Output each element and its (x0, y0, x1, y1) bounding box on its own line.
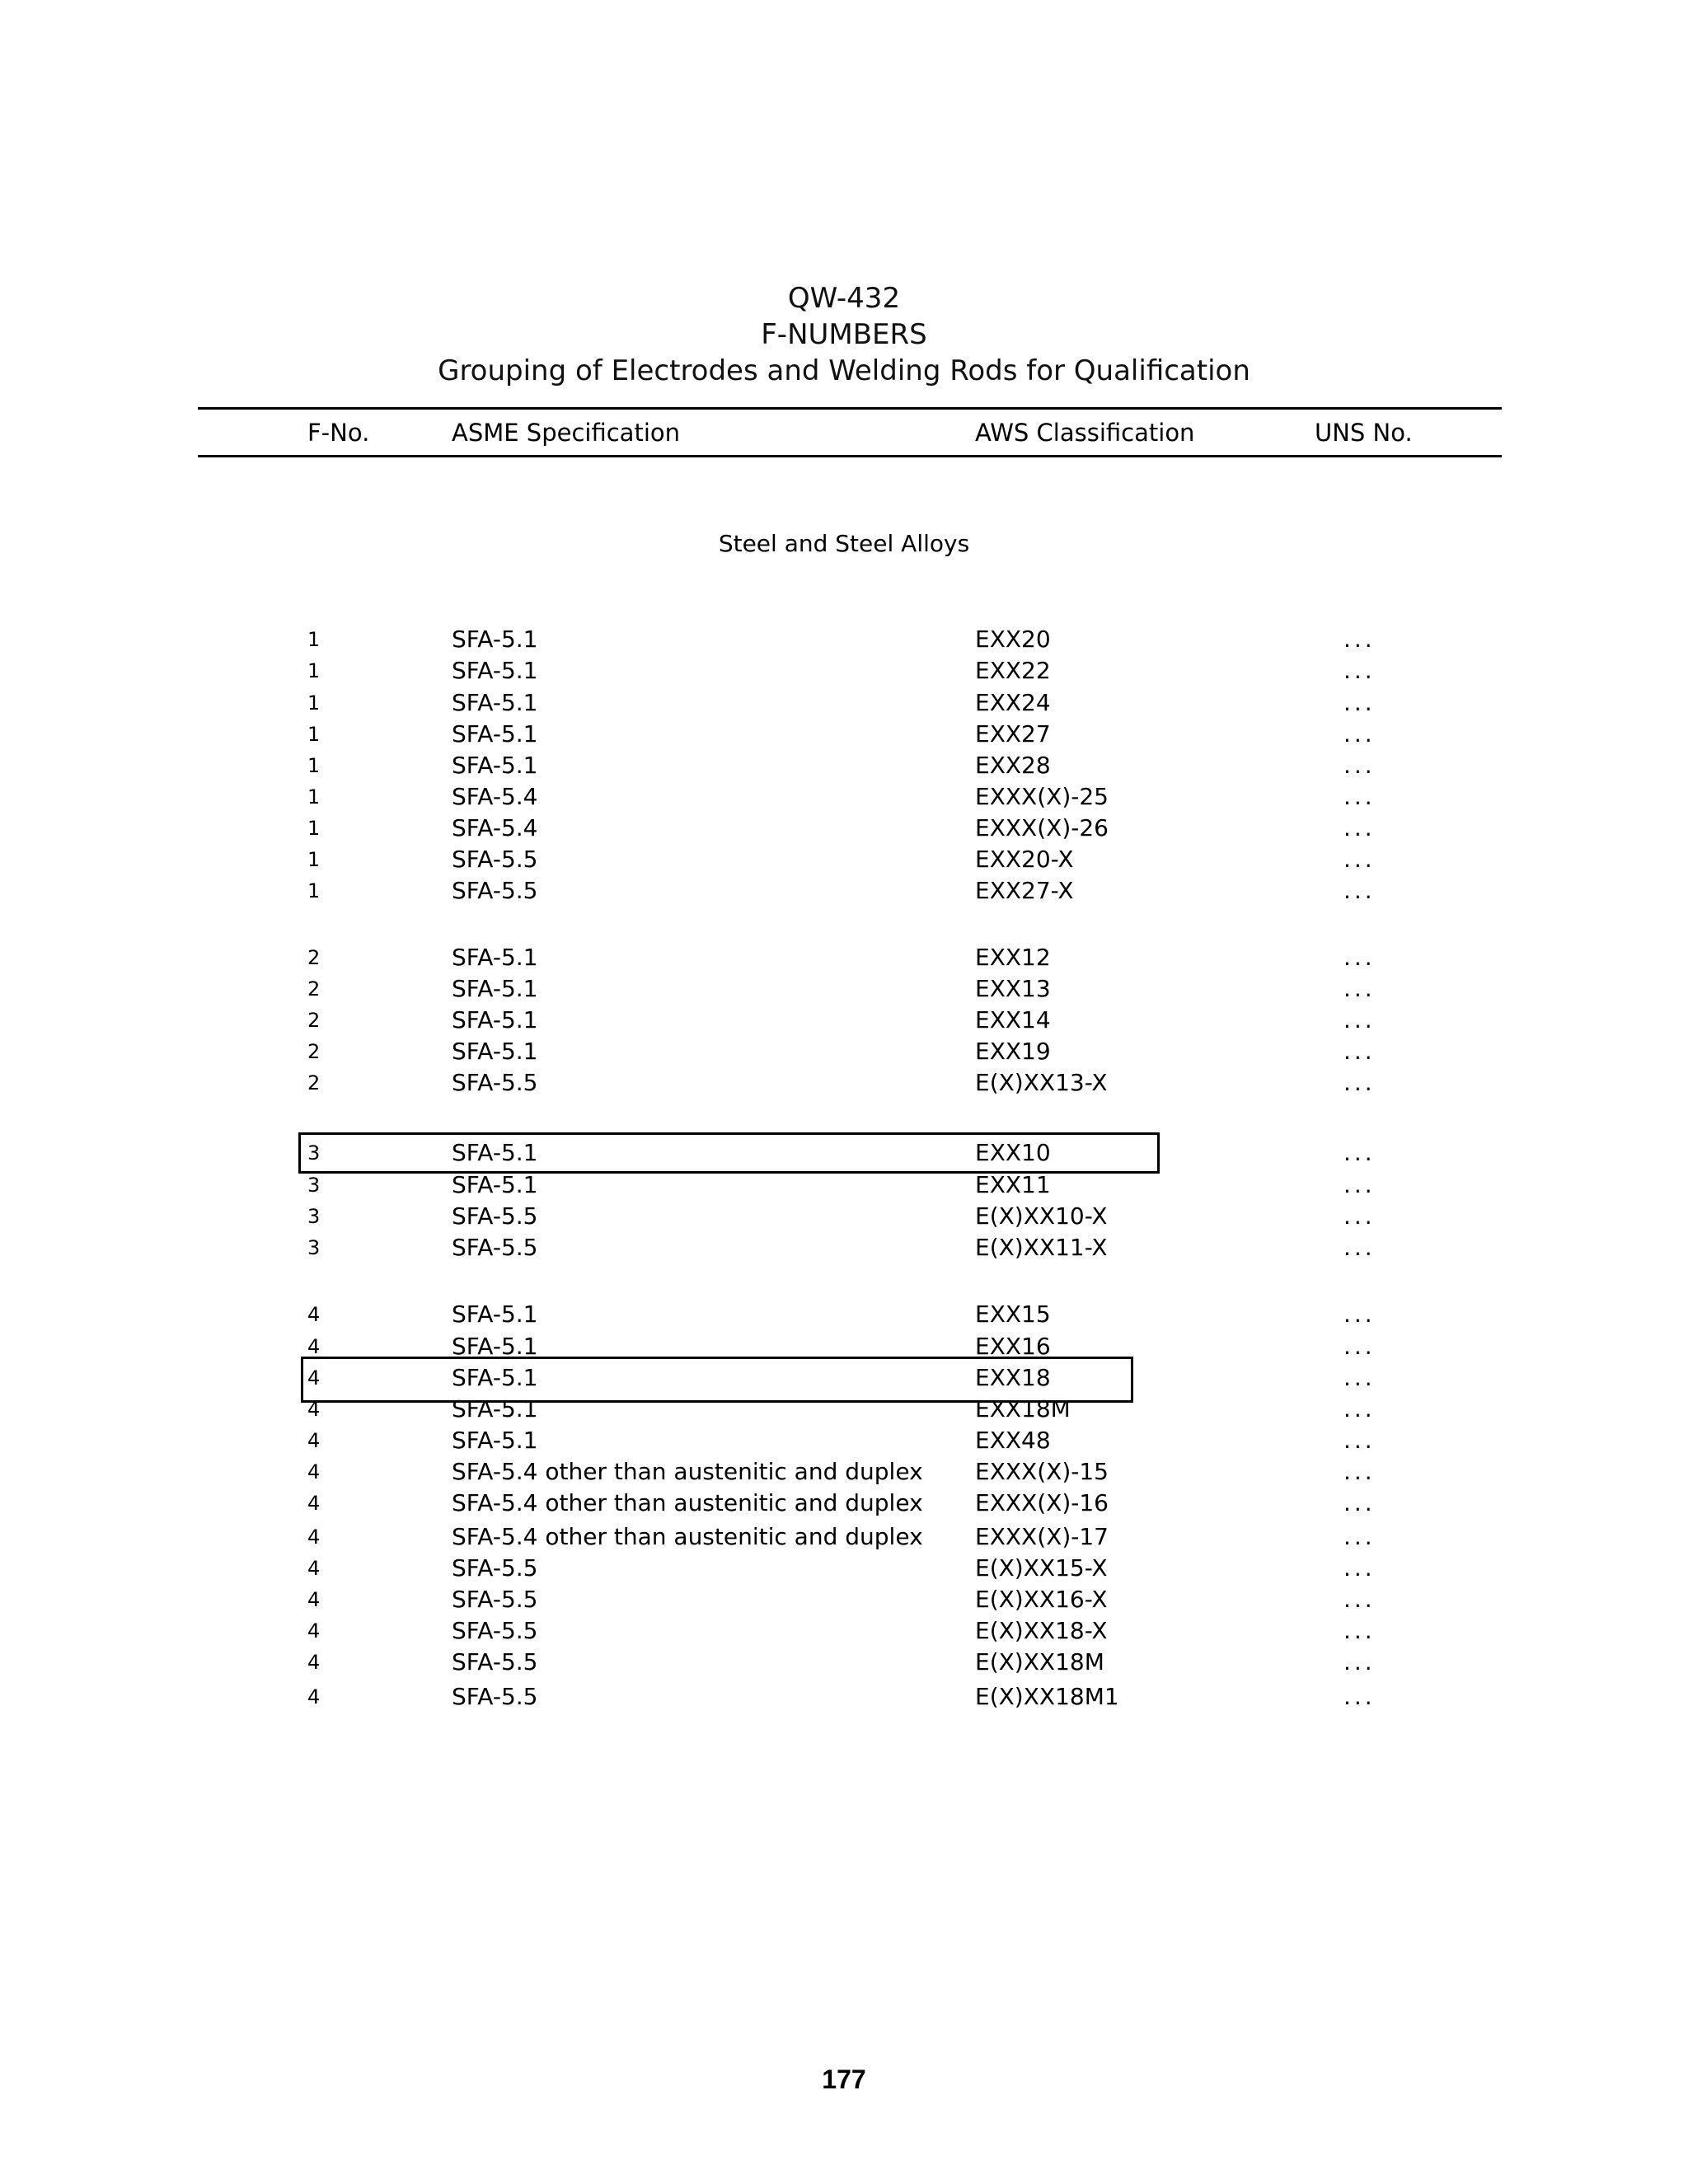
cell-fno: 1 (307, 754, 321, 777)
cell-uns: ... (1343, 846, 1376, 873)
cell-uns: ... (1343, 1038, 1376, 1065)
cell-aws: E(X)XX18M1 (975, 1683, 1119, 1710)
cell-uns: ... (1343, 657, 1376, 684)
cell-uns: ... (1343, 689, 1376, 716)
column-header-uns: UNS No. (1315, 419, 1413, 447)
table-row (0, 1425, 1688, 1456)
cell-uns: ... (1343, 1069, 1376, 1096)
cell-fno: 4 (307, 1685, 321, 1708)
cell-asme: SFA-5.5 (452, 846, 538, 873)
table-row (0, 1169, 1688, 1201)
cell-aws: EXX12 (975, 944, 1051, 971)
cell-aws: EXX14 (975, 1006, 1051, 1033)
cell-aws: EXX28 (975, 752, 1051, 779)
cell-asme: SFA-5.4 other than austenitic and duplex (452, 1458, 923, 1485)
cell-uns: ... (1343, 1364, 1376, 1391)
table-title-block (0, 280, 1688, 389)
table-row (0, 687, 1688, 719)
cell-fno: 4 (307, 1651, 321, 1674)
cell-asme: SFA-5.5 (452, 1648, 538, 1675)
cell-uns: ... (1343, 975, 1376, 1002)
cell-fno: 2 (307, 1071, 321, 1094)
cell-aws: EXX11 (975, 1171, 1051, 1198)
cell-uns: ... (1343, 814, 1376, 841)
cell-uns: ... (1343, 783, 1376, 810)
cell-aws: E(X)XX15-X (975, 1554, 1108, 1582)
cell-asme: SFA-5.1 (452, 1427, 538, 1454)
cell-fno: 4 (307, 1492, 321, 1515)
table-row (0, 973, 1688, 1005)
cell-asme: SFA-5.1 (452, 1301, 538, 1328)
table-subtitle: Grouping of Electrodes and Welding Rods for Qualification (438, 354, 1250, 387)
cell-asme: SFA-5.1 (452, 626, 538, 653)
cell-fno: 1 (307, 723, 321, 746)
cell-asme: SFA-5.5 (452, 1586, 538, 1613)
cell-uns: ... (1343, 944, 1376, 971)
cell-asme: SFA-5.1 (452, 689, 538, 716)
cell-asme: SFA-5.1 (452, 1038, 538, 1065)
cell-uns: ... (1343, 1554, 1376, 1582)
table-row (0, 1299, 1688, 1330)
cell-uns: ... (1343, 1139, 1376, 1166)
cell-uns: ... (1343, 1006, 1376, 1033)
cell-uns: ... (1343, 1301, 1376, 1328)
column-header-fno: F-No. (307, 419, 370, 447)
cell-fno: 4 (307, 1303, 321, 1326)
cell-fno: 4 (307, 1429, 321, 1452)
table-row (0, 1137, 1688, 1169)
table-row (0, 655, 1688, 687)
cell-uns: ... (1343, 752, 1376, 779)
cell-asme: SFA-5.1 (452, 944, 538, 971)
cell-asme: SFA-5.5 (452, 1617, 538, 1644)
cell-asme: SFA-5.1 (452, 1006, 538, 1033)
cell-asme: SFA-5.1 (452, 752, 538, 779)
cell-fno: 1 (307, 817, 321, 840)
cell-aws: EXX48 (975, 1427, 1051, 1454)
cell-uns: ... (1343, 1586, 1376, 1613)
table-row (0, 1647, 1688, 1678)
header-top-rule (198, 407, 1502, 410)
table-name: F-NUMBERS (761, 318, 927, 351)
cell-fno: 4 (307, 1460, 321, 1483)
cell-aws: EXX16 (975, 1333, 1051, 1360)
cell-asme: SFA-5.5 (452, 1234, 538, 1261)
table-row (0, 1584, 1688, 1615)
table-row (0, 719, 1688, 750)
table-row (0, 1488, 1688, 1519)
column-header-asme: ASME Specification (452, 419, 681, 447)
cell-uns: ... (1343, 1171, 1376, 1198)
cell-aws: E(X)XX11-X (975, 1234, 1108, 1261)
cell-fno: 2 (307, 1040, 321, 1063)
cell-fno: 3 (307, 1236, 321, 1259)
table-row (0, 1036, 1688, 1067)
page-number: 177 (822, 2064, 866, 2094)
cell-uns: ... (1343, 626, 1376, 653)
cell-aws: EXX19 (975, 1038, 1051, 1065)
cell-aws: EXXX(X)-16 (975, 1489, 1109, 1516)
cell-uns: ... (1343, 1202, 1376, 1230)
table-row (0, 1005, 1688, 1036)
table-row (0, 750, 1688, 781)
cell-aws: EXX18 (975, 1364, 1051, 1391)
cell-fno: 4 (307, 1335, 321, 1358)
cell-fno: 4 (307, 1619, 321, 1643)
table-row (0, 1362, 1688, 1394)
cell-uns: ... (1343, 1458, 1376, 1485)
cell-uns: ... (1343, 1489, 1376, 1516)
cell-asme: SFA-5.1 (452, 975, 538, 1002)
table-row (0, 1201, 1688, 1232)
cell-asme: SFA-5.1 (452, 657, 538, 684)
table-row (0, 844, 1688, 875)
cell-fno: 1 (307, 848, 321, 871)
cell-asme: SFA-5.4 other than austenitic and duplex (452, 1523, 923, 1550)
cell-aws: EXX27 (975, 720, 1051, 748)
cell-aws: EXX22 (975, 657, 1051, 684)
table-row (0, 1394, 1688, 1425)
cell-asme: SFA-5.4 (452, 783, 538, 810)
cell-fno: 4 (307, 1366, 321, 1390)
cell-fno: 1 (307, 879, 321, 902)
cell-asme: SFA-5.5 (452, 1202, 538, 1230)
cell-uns: ... (1343, 1395, 1376, 1422)
cell-aws: EXX20 (975, 626, 1051, 653)
cell-aws: EXX15 (975, 1301, 1051, 1328)
cell-aws: EXX10 (975, 1139, 1051, 1166)
cell-aws: E(X)XX16-X (975, 1586, 1108, 1613)
cell-aws: EXX13 (975, 975, 1051, 1002)
cell-fno: 3 (307, 1174, 321, 1197)
cell-fno: 2 (307, 946, 321, 969)
table-row (0, 1232, 1688, 1263)
table-row (0, 624, 1688, 655)
cell-uns: ... (1343, 1683, 1376, 1710)
header-bottom-rule (198, 455, 1502, 457)
cell-asme: SFA-5.4 other than austenitic and duplex (452, 1489, 923, 1516)
cell-aws: EXXX(X)-15 (975, 1458, 1109, 1485)
cell-asme: SFA-5.5 (452, 1069, 538, 1096)
cell-aws: E(X)XX10-X (975, 1202, 1108, 1230)
cell-fno: 1 (307, 785, 321, 808)
table-row (0, 813, 1688, 844)
cell-uns: ... (1343, 1234, 1376, 1261)
cell-aws: EXXX(X)-17 (975, 1523, 1109, 1550)
table-row (0, 942, 1688, 973)
cell-aws: EXX20-X (975, 846, 1074, 873)
cell-uns: ... (1343, 877, 1376, 904)
cell-asme: SFA-5.1 (452, 1333, 538, 1360)
table-row (0, 875, 1688, 907)
cell-aws: E(X)XX18M (975, 1648, 1104, 1675)
table-row (0, 1615, 1688, 1647)
cell-fno: 1 (307, 691, 321, 715)
table-row (0, 1681, 1688, 1713)
table-row (0, 1331, 1688, 1362)
cell-asme: SFA-5.5 (452, 1683, 538, 1710)
cell-aws: E(X)XX18-X (975, 1617, 1108, 1644)
cell-uns: ... (1343, 720, 1376, 748)
table-row (0, 1067, 1688, 1099)
cell-aws: EXXX(X)-26 (975, 814, 1109, 841)
cell-asme: SFA-5.5 (452, 877, 538, 904)
cell-fno: 2 (307, 1009, 321, 1032)
cell-asme: SFA-5.1 (452, 1364, 538, 1391)
cell-asme: SFA-5.1 (452, 1139, 538, 1166)
cell-aws: EXX27-X (975, 877, 1074, 904)
cell-fno: 1 (307, 659, 321, 682)
cell-asme: SFA-5.1 (452, 1395, 538, 1422)
cell-asme: SFA-5.5 (452, 1554, 538, 1582)
cell-aws: EXXX(X)-25 (975, 783, 1109, 810)
table-row (0, 781, 1688, 813)
cell-uns: ... (1343, 1648, 1376, 1675)
cell-asme: SFA-5.1 (452, 1171, 538, 1198)
cell-aws: EXX18M (975, 1395, 1071, 1422)
cell-aws: E(X)XX13-X (975, 1069, 1108, 1096)
table-row (0, 1521, 1688, 1553)
table-row (0, 1456, 1688, 1488)
table-row (0, 1553, 1688, 1584)
cell-fno: 3 (307, 1205, 321, 1228)
cell-uns: ... (1343, 1427, 1376, 1454)
cell-fno: 4 (307, 1526, 321, 1549)
section-title: Steel and Steel Alloys (718, 530, 970, 557)
column-header-aws: AWS Classification (975, 419, 1195, 447)
cell-fno: 2 (307, 977, 321, 1001)
cell-fno: 4 (307, 1398, 321, 1421)
cell-asme: SFA-5.4 (452, 814, 538, 841)
cell-fno: 4 (307, 1557, 321, 1580)
cell-fno: 4 (307, 1588, 321, 1611)
cell-uns: ... (1343, 1333, 1376, 1360)
table-code: QW-432 (787, 282, 901, 315)
cell-uns: ... (1343, 1523, 1376, 1550)
cell-uns: ... (1343, 1617, 1376, 1644)
cell-fno: 1 (307, 628, 321, 651)
cell-asme: SFA-5.1 (452, 720, 538, 748)
cell-fno: 3 (307, 1141, 321, 1165)
cell-aws: EXX24 (975, 689, 1051, 716)
